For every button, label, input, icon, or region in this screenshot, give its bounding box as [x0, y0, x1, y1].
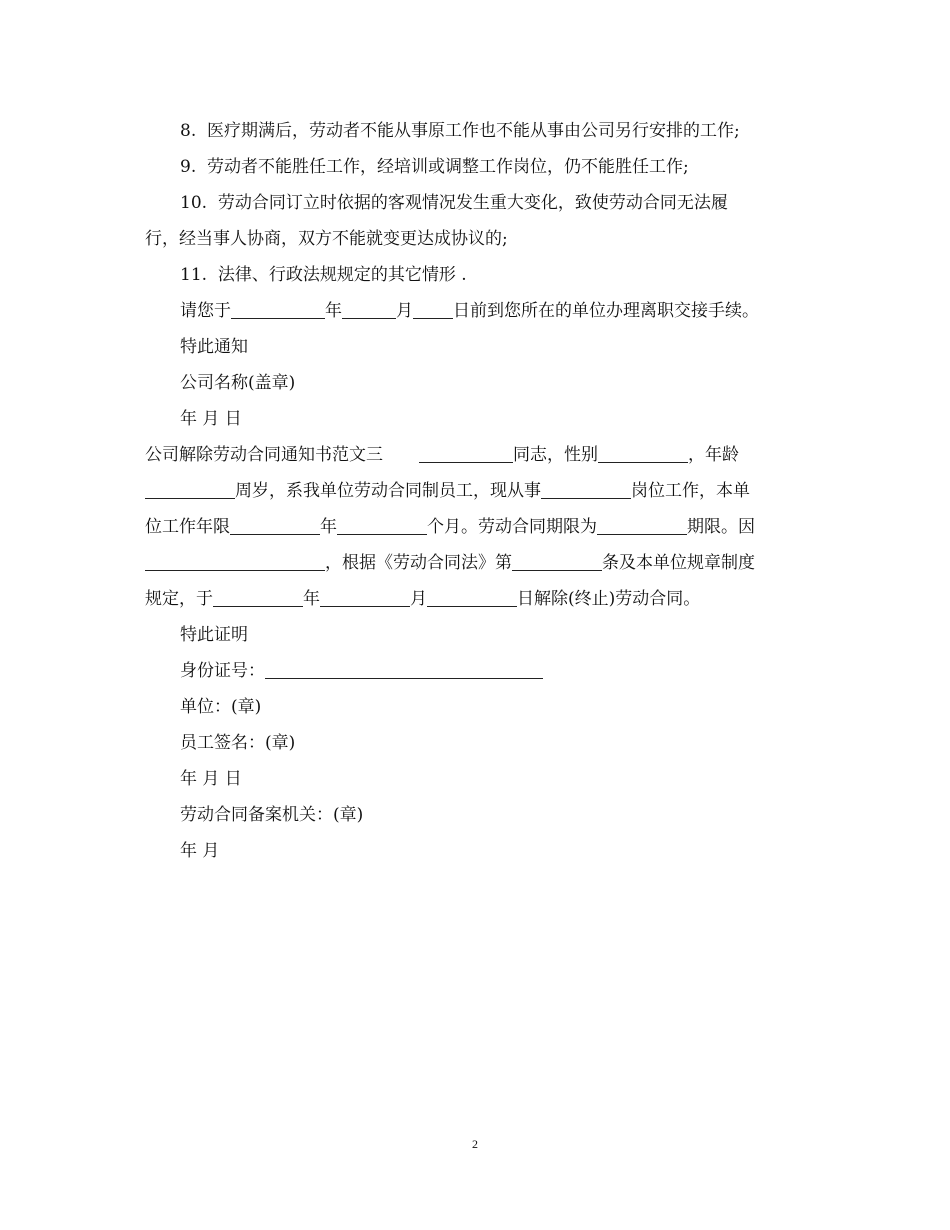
end-year-blank [213, 588, 303, 607]
gender-blank [598, 444, 688, 463]
clause-10-text-2: 行，经当事人协商，双方不能就变更达成协议的; [145, 229, 508, 249]
sample3-text-14: 日解除(终止)劳动合同。 [517, 589, 701, 609]
handover-text-a: 请您于 [180, 301, 231, 321]
clause-9 [145, 149, 805, 185]
sample3-text-2: ，年龄 [688, 445, 739, 465]
sample3-line-1 [145, 437, 805, 473]
document-body [145, 113, 805, 869]
sample3-text-7: 个月。劳动合同期限为 [427, 517, 597, 537]
handover-text-c: 月 [396, 301, 413, 321]
article-blank [512, 552, 602, 571]
sample3-text-4: 岗位工作，本单 [631, 481, 750, 501]
unit-seal: 单位：(章) [180, 697, 262, 717]
sample3-line-2 [145, 473, 805, 509]
date-line-3: 年 月 [180, 841, 220, 861]
sample3-text-10: 条及本单位规章制度 [602, 553, 755, 573]
day-blank [413, 300, 453, 319]
clause-10-line-1 [145, 185, 805, 221]
clause-9-text: 劳动者不能胜任工作，经培训或调整工作岗位，仍不能胜任工作; [207, 157, 689, 177]
sample3-text-13: 月 [410, 589, 427, 609]
clause-8-number: 8. [180, 121, 197, 141]
company-name-seal: 公司名称(盖章) [180, 373, 296, 393]
clause-10-text-1: 劳动合同订立时依据的客观情况发生重大变化，致使劳动合同无法履 [217, 193, 728, 213]
sample3-line-4 [145, 545, 805, 581]
employee-signature: 员工签名：(章) [180, 733, 296, 753]
id-number-line [145, 653, 805, 689]
clause-11-text: 法律、行政法规规定的其它情形 . [217, 265, 467, 285]
sample3-line-3 [145, 509, 805, 545]
clause-11 [145, 257, 805, 293]
clause-8 [145, 113, 805, 149]
position-blank [541, 480, 631, 499]
clause-8-text: 医疗期满后，劳动者不能从事原工作也不能从事由公司另行安排的工作; [207, 121, 740, 141]
year-blank [231, 300, 325, 319]
month-blank [342, 300, 396, 319]
sample3-text-5: 位工作年限 [145, 517, 230, 537]
filing-office-seal: 劳动合同备案机关：(章) [180, 805, 364, 825]
name-blank [419, 444, 513, 463]
clause-10-number: 10. [180, 193, 208, 213]
notice-text: 特此通知 [180, 337, 248, 357]
sample3-text-12: 年 [303, 589, 320, 609]
sample3-text-11: 规定，于 [145, 589, 213, 609]
sample3-text-9: ，根据《劳动合同法》第 [325, 553, 512, 573]
sample3-text-1: 同志，性别 [513, 445, 598, 465]
date-line-2: 年 月 日 [180, 769, 242, 789]
id-number-label: 身份证号： [180, 661, 265, 681]
end-month-blank [320, 588, 410, 607]
months-blank [337, 516, 427, 535]
sample3-text-3: 周岁，系我单位劳动合同制员工，现从事 [235, 481, 541, 501]
clause-11-number: 11. [180, 265, 208, 285]
sample3-text-6: 年 [320, 517, 337, 537]
years-blank [230, 516, 320, 535]
sample3-line-5 [145, 581, 805, 617]
date-line: 年 月 日 [180, 409, 242, 429]
proof-text: 特此证明 [180, 625, 248, 645]
reason-blank [145, 552, 325, 571]
end-day-blank [427, 588, 517, 607]
page-number: 2 [472, 1137, 478, 1151]
clause-10-line-2 [145, 221, 805, 257]
handover-text-b: 年 [325, 301, 342, 321]
age-blank [145, 480, 235, 499]
sample3-text-8: 期限。因 [687, 517, 755, 537]
handover-text-d: 日前到您所在的单位办理离职交接手续。 [453, 301, 759, 321]
clause-9-number: 9. [180, 157, 197, 177]
handover-line [145, 293, 805, 329]
term-blank [597, 516, 687, 535]
sample3-title: 公司解除劳动合同通知书范文三 [145, 445, 383, 465]
id-number-blank [265, 660, 543, 679]
